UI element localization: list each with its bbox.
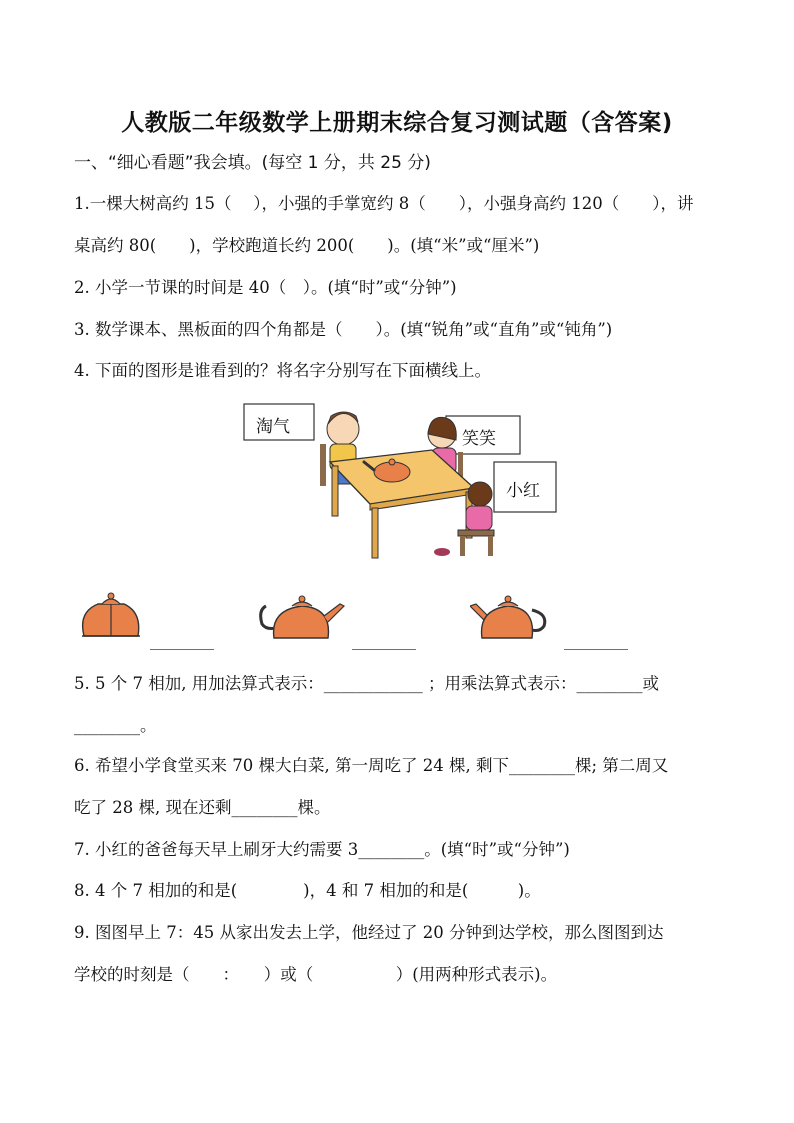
question-7: 7. 小红的爸爸每天早上刷牙大约需要 3________。(填“时”或“分钟”) <box>74 840 570 859</box>
question-9-line-2: 学校的时刻是（ ： ）或（ ）(用两种形式表示)。 <box>74 965 558 984</box>
page-title: 人教版二年级数学上册期末综合复习测试题（含答案) <box>121 110 673 136</box>
table-scene-illustration <box>236 396 566 564</box>
question-1-line-1: 1.一棵大树高约 15（ ），小强的手掌宽约 8（ ），小强身高约 120（ ），讲 <box>74 194 694 213</box>
teapot-view-side-left <box>258 594 348 648</box>
teapot-view-side-right <box>470 594 550 648</box>
answer-blank-1[interactable]: ________ <box>150 631 214 650</box>
question-5-line-1: 5. 5 个 7 相加, 用加法算式表示：____________ ；用乘法算式表示：________或 <box>74 674 659 693</box>
answer-blank-3[interactable]: ________ <box>564 631 628 650</box>
question-5-line-2: ________。 <box>74 716 157 735</box>
label-taoqi: 淘气 <box>256 417 290 437</box>
label-xiaohong: 小红 <box>506 481 540 501</box>
question-3: 3. 数学课本、黑板面的四个角都是（ ）。(填“锐角”或“直角”或“钝角”) <box>74 320 613 339</box>
question-6-line-1: 6. 希望小学食堂买来 70 棵大白菜, 第一周吃了 24 棵, 剩下________棵; 第二周又 <box>74 756 669 775</box>
label-xiaoxiao: 笑笑 <box>462 429 496 449</box>
question-9-line-1: 9. 图图早上 7：45 从家出发去上学，他经过了 20 分钟到达学校，那么图图到达 <box>74 923 664 942</box>
section-heading-1: 一、“细心看题”我会填。(每空 1 分，共 25 分) <box>74 153 431 173</box>
question-8: 8. 4 个 7 相加的和是( )，4 和 7 相加的和是( )。 <box>74 881 541 900</box>
question-6-line-2: 吃了 28 棵, 现在还剩________棵。 <box>74 798 331 817</box>
question-1-line-2: 桌高约 80( )，学校跑道长约 200( )。(填“米”或“厘米”) <box>74 236 540 255</box>
teapot-view-front <box>78 592 144 646</box>
question-2: 2. 小学一节课的时间是 40（ ）。(填“时”或“分钟”) <box>74 278 457 297</box>
question-4: 4. 下面的图形是谁看到的？将名字分别写在下面横线上。 <box>74 361 491 380</box>
answer-blank-2[interactable]: ________ <box>352 631 416 650</box>
